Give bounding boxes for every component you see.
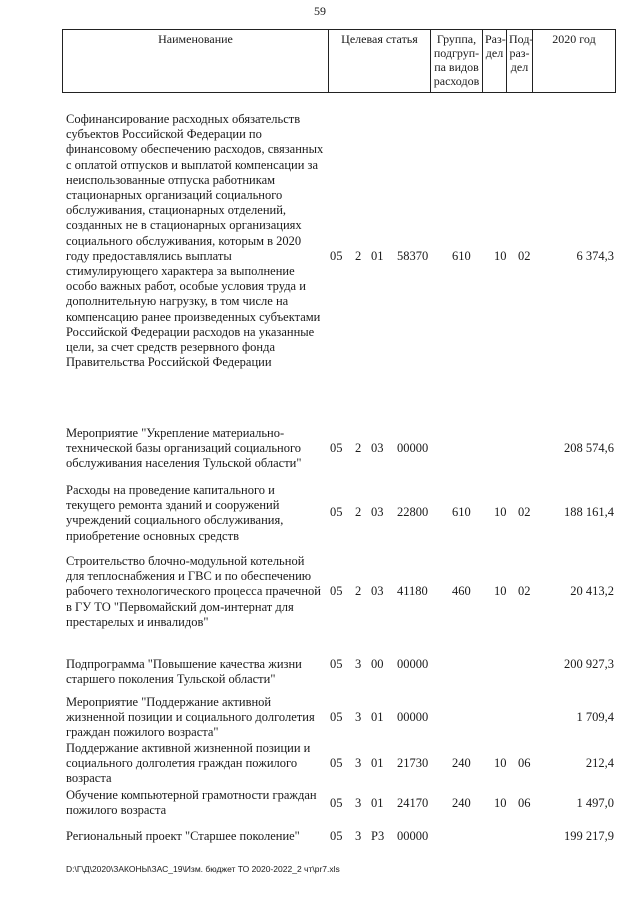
code-event: P3 [371,829,385,843]
code-subprogram: 2 [355,505,362,519]
row-name: Расходы на проведение капитального и текущего ремонта зданий и сооружений учреждений социального обслуживания, приобретение основных средств [66,483,284,543]
code-event: 03 [371,584,384,598]
header-year: 2020 год [533,30,616,93]
amount-2020: 6 374,3 [576,249,614,263]
table-header [62,29,616,93]
podrazdel: 02 [518,505,531,519]
file-path-footer: D:\Г\Д\2020\ЗАКОНЫ\ЗАС_19\Изм. бюджет ТО 2020-2022_2 чт\pr7.xls [66,864,340,874]
row-name: Подпрограмма "Повышение качества жизни старшего поколения Тульской области" [66,657,302,687]
amount-2020: 1 709,4 [576,710,614,724]
code-program: 05 [330,796,343,810]
expense-group: 240 [452,796,471,810]
expense-group: 460 [452,584,471,598]
header-podrazdel: Под-раз-дел [507,30,533,93]
code-event: 03 [371,441,384,455]
razdel: 10 [494,249,507,263]
code-program: 05 [330,710,343,724]
code-direction: 24170 [397,796,429,810]
code-event: 01 [371,249,384,263]
podrazdel: 02 [518,249,531,263]
razdel: 10 [494,796,507,810]
code-direction: 21730 [397,756,429,770]
header-razdel: Раз-дел [483,30,507,93]
code-event: 00 [371,657,384,671]
row-name: Софинансирование расходных обязательств субъектов Российской Федерации по финансовому обеспечению расходов, связанных с оплатой отпусков и выплатой компенсации за неиспользованные отпуска работникам стационарных организаций социального обслуживания, стационарных отделений, созданных не в стационарных организациях социального обслуживания, которым в 2020 году предоставлялись выплаты стимулирующего характера за выполнение особо важных работ, особые условия труда и дополнительную нагрузку, в том числе на компенсацию ранее произведенных субъектами Российской Федерации расходов на указанные цели, за счет средств резервного фонда Правительства Российской Федерации [66,112,324,370]
razdel: 10 [494,756,507,770]
code-event: 01 [371,756,384,770]
code-subprogram: 3 [355,796,362,810]
code-direction: 00000 [397,829,429,843]
code-program: 05 [330,584,343,598]
header-target: Целевая статья [329,30,431,93]
code-direction: 22800 [397,505,429,519]
expense-group: 610 [452,505,471,519]
code-event: 03 [371,505,384,519]
podrazdel: 02 [518,584,531,598]
code-subprogram: 2 [355,441,362,455]
amount-2020: 188 161,4 [564,505,614,519]
code-program: 05 [330,441,343,455]
razdel: 10 [494,505,507,519]
code-event: 01 [371,796,384,810]
code-subprogram: 3 [355,657,362,671]
header-name: Наименование [63,30,329,93]
code-subprogram: 2 [355,584,362,598]
code-subprogram: 3 [355,829,362,843]
code-program: 05 [330,657,343,671]
code-subprogram: 3 [355,756,362,770]
row-name: Региональный проект "Старшее поколение" [66,829,300,843]
code-direction: 58370 [397,249,429,263]
amount-2020: 212,4 [585,756,614,770]
code-program: 05 [330,829,343,843]
code-program: 05 [330,249,343,263]
podrazdel: 06 [518,756,531,770]
row-name: Поддержание активной жизненной позиции и социального долголетия граждан пожилого возраста [66,741,311,786]
code-program: 05 [330,505,343,519]
razdel: 10 [494,584,507,598]
page-number: 59 [314,4,326,18]
row-name: Строительство блочно-модульной котельной для теплоснабжения и ГВС и по обеспечению рабочего технологического процесса прачечной в ГУ ТО "Первомайский дом-интернат для престарелых и инвалидов" [66,554,321,629]
header-group: Группа, подгруп-па видов расходов [431,30,483,93]
amount-2020: 199 217,9 [564,829,614,843]
code-direction: 00000 [397,657,429,671]
row-name: Мероприятие "Укрепление материально-технической базы организаций социального обслуживания населения Тульской области" [66,426,302,471]
amount-2020: 20 413,2 [570,584,614,598]
code-event: 01 [371,710,384,724]
amount-2020: 208 574,6 [564,441,614,455]
code-program: 05 [330,756,343,770]
expense-group: 610 [452,249,471,263]
amount-2020: 200 927,3 [564,657,614,671]
podrazdel: 06 [518,796,531,810]
row-name: Обучение компьютерной грамотности граждан пожилого возраста [66,788,317,818]
amount-2020: 1 497,0 [576,796,614,810]
row-name: Мероприятие "Поддержание активной жизненной позиции и социального долголетия граждан пожилого возраста" [66,695,315,740]
code-direction: 00000 [397,441,429,455]
expense-group: 240 [452,756,471,770]
code-subprogram: 3 [355,710,362,724]
code-direction: 00000 [397,710,429,724]
code-direction: 41180 [397,584,428,598]
code-subprogram: 2 [355,249,362,263]
